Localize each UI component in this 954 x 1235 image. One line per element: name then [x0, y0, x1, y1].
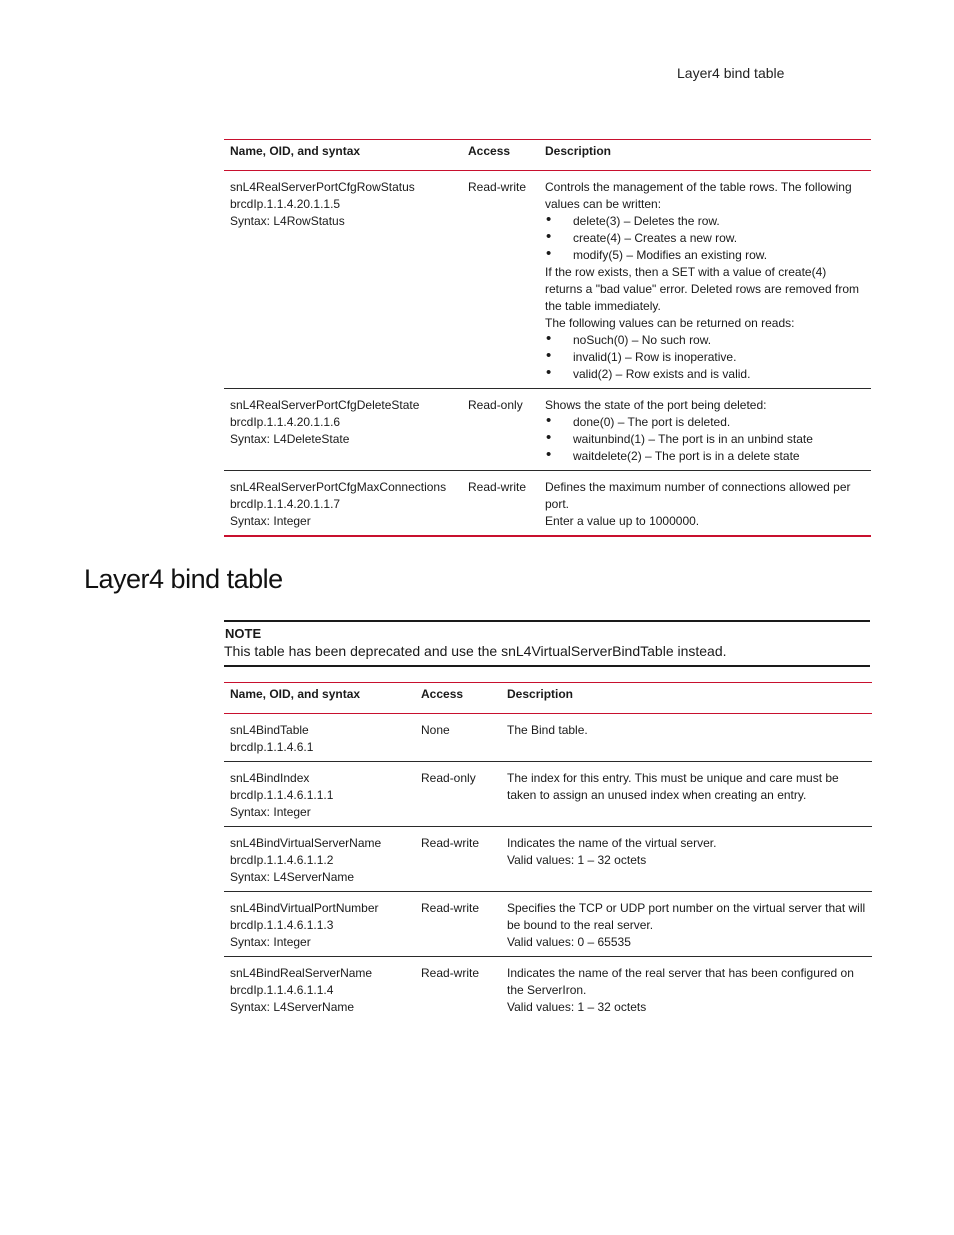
table-row [224, 762, 872, 827]
object-name: snL4BindTable [230, 723, 309, 737]
description-text: Valid values: 1 – 32 octets [507, 1000, 647, 1014]
object-oid: brcdIp.1.1.4.6.1 [230, 740, 314, 754]
note-box [224, 620, 870, 667]
object-oid: brcdIp.1.1.4.6.1.1.4 [230, 983, 334, 997]
access-cell: Read-write [462, 171, 539, 389]
description-cell [539, 171, 871, 389]
access-cell: Read-only [415, 762, 501, 827]
access-cell: None [415, 714, 501, 762]
table-header-row [224, 140, 871, 171]
object-name: snL4RealServerPortCfgDeleteState [230, 398, 420, 412]
object-name: snL4BindIndex [230, 771, 310, 785]
description-cell [501, 827, 872, 892]
description-cell [539, 471, 871, 537]
object-name: snL4RealServerPortCfgMaxConnections [230, 480, 447, 494]
object-syntax: Syntax: Integer [230, 514, 311, 528]
note-label: NOTE [225, 626, 262, 641]
bullet-list [545, 213, 865, 264]
description-text: Indicates the name of the virtual server. [507, 836, 717, 850]
description-text: Valid values: 0 – 65535 [507, 935, 631, 949]
column-header-description: Description [501, 683, 872, 714]
access-cell: Read-write [421, 966, 480, 980]
column-header-description: Description [539, 140, 871, 171]
description-text: Valid values: 1 – 32 octets [507, 853, 647, 867]
description-cell [539, 389, 871, 471]
object-name: snL4RealServerPortCfgRowStatus [230, 180, 415, 194]
object-oid: brcdIp.1.1.4.20.1.1.7 [230, 497, 341, 511]
section-title: Layer4 bind table [84, 564, 283, 594]
object-cell [224, 762, 415, 827]
object-oid: brcdIp.1.1.4.20.1.1.6 [230, 415, 341, 429]
access-cell: Read-write [462, 471, 539, 537]
object-syntax: Syntax: L4ServerName [230, 1000, 355, 1014]
access-cell: Read-write [415, 892, 501, 957]
mib-table-l4-bind [224, 682, 872, 1021]
access-cell: Read-only [462, 389, 539, 471]
object-name: snL4BindVirtualServerName [230, 836, 382, 850]
object-syntax: Syntax: Integer [230, 935, 311, 949]
description-text: The Bind table. [507, 723, 588, 737]
object-oid: brcdIp.1.1.4.6.1.1.3 [230, 918, 334, 932]
bullet-item: • waitdelete(2) – The port is in a delete state [545, 448, 865, 465]
bullet-list [545, 414, 865, 465]
bullet-item: • delete(3) – Deletes the row. [545, 213, 865, 230]
object-syntax: Syntax: L4DeleteState [230, 432, 350, 446]
description-text: Shows the state of the port being deleted: [545, 398, 767, 412]
bullet-item: • valid(2) – Row exists and is valid. [545, 366, 865, 383]
note-text: This table has been deprecated and use the snL4VirtualServerBindTable instead. [224, 643, 727, 659]
object-name: snL4BindVirtualPortNumber [230, 901, 379, 915]
description-text: Controls the management of the table rows. The following values can be written: [545, 180, 852, 211]
description-text: Specifies the TCP or UDP port number on the virtual server that will be bound to the real server. [507, 901, 866, 932]
object-cell [224, 171, 462, 389]
description-text: If the row exists, then a SET with a value of create(4) returns a "bad value" error. Deleted rows are removed from the table immediately. [545, 265, 859, 313]
bullet-item: • modify(5) – Modifies an existing row. [545, 247, 865, 264]
description-cell [501, 762, 872, 827]
description-cell [501, 892, 872, 957]
object-cell [224, 389, 462, 471]
mib-table-real-server-port-cfg [224, 139, 871, 537]
running-header-title: Layer4 bind table [677, 65, 785, 81]
table-row [224, 714, 872, 762]
object-syntax: Syntax: Integer [230, 805, 311, 819]
object-name: snL4BindRealServerName [230, 966, 373, 980]
object-syntax: Syntax: L4ServerName [230, 870, 355, 884]
table-row [224, 957, 872, 1022]
column-header-access: Access [415, 683, 501, 714]
object-oid: brcdIp.1.1.4.6.1.1.1 [230, 788, 334, 802]
table-row [224, 171, 871, 389]
description-text: Defines the maximum number of connections allowed per port. [545, 480, 851, 511]
object-syntax: Syntax: L4RowStatus [230, 214, 345, 228]
table-row [224, 471, 871, 537]
object-oid: brcdIp.1.1.4.6.1.1.2 [230, 853, 334, 867]
table-row [224, 892, 872, 957]
bullet-item: • done(0) – The port is deleted. [545, 414, 865, 431]
table-row [224, 389, 871, 471]
description-text: Enter a value up to 1000000. [545, 514, 700, 528]
table-row [224, 827, 872, 892]
object-cell [224, 827, 415, 892]
table-header-row [224, 683, 872, 714]
description-text: The following values can be returned on reads: [545, 316, 795, 330]
access-cell: Read-write [415, 827, 501, 892]
description-cell [501, 957, 872, 1022]
object-cell [224, 892, 415, 957]
bullet-item: • create(4) – Creates a new row. [545, 230, 865, 247]
column-header-name: Name, OID, and syntax [224, 140, 462, 171]
description-text: Indicates the name of the real server that has been configured on the ServerIron. [507, 966, 854, 997]
object-cell [224, 471, 462, 537]
bullet-item: • noSuch(0) – No such row. [545, 332, 865, 349]
bullet-item: • invalid(1) – Row is inoperative. [545, 349, 865, 366]
column-header-access: Access [462, 140, 539, 171]
description-cell [501, 714, 872, 762]
bullet-item: • waitunbind(1) – The port is in an unbind state [545, 431, 865, 448]
object-oid: brcdIp.1.1.4.20.1.1.5 [230, 197, 341, 211]
object-cell [224, 957, 415, 1022]
object-cell [224, 714, 415, 762]
description-text: The index for this entry. This must be unique and care must be taken to assign an unused index when creating an entry. [507, 771, 839, 802]
bullet-list [545, 332, 865, 383]
column-header-name: Name, OID, and syntax [224, 683, 415, 714]
